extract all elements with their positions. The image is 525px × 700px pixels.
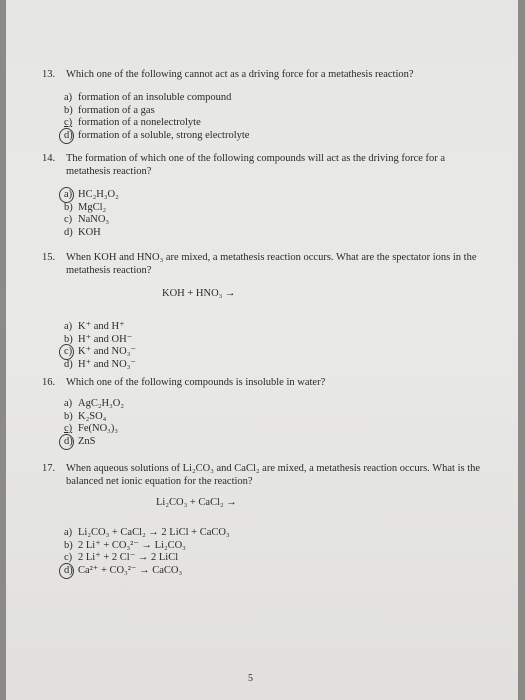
options-13 bbox=[64, 92, 249, 142]
option-17a: a) Li₂CO₃ + CaCl₂ → 2 LiCl + CaCO₃ bbox=[64, 527, 230, 538]
option-16a: a) AgC₂H₃O₂ bbox=[64, 398, 124, 409]
option-17b: b) 2 Li⁺ + CO₃²⁻ → Li₂CO₃ bbox=[64, 539, 186, 551]
question-number: 14. bbox=[42, 153, 56, 164]
option-15c: c) K⁺ and NO₃⁻ bbox=[64, 346, 136, 359]
options-15 bbox=[64, 321, 136, 371]
question-text: When KOH and HNO₃ are mixed, a metathesis reaction occurs. What are the spectator ions in the metathesis reaction? bbox=[66, 252, 477, 276]
question-number: 13. bbox=[42, 69, 56, 80]
option-15d: d) H⁺ and NO₃⁻ bbox=[64, 358, 136, 370]
question-text: The formation of which one of the following compounds will act as the driving force for a metathesis reaction? bbox=[66, 153, 446, 177]
question-number: 16. bbox=[42, 377, 56, 388]
option-15b: b) H⁺ and OH⁻ bbox=[64, 333, 133, 345]
option-13b: b) formation of a gas bbox=[64, 104, 155, 116]
option-13d: d) formation of a soluble, strong electrolyte bbox=[64, 130, 249, 143]
option-16d: d) ZnS bbox=[64, 436, 124, 449]
option-17d: d) Ca²⁺ + CO₃²⁻ → CaCO₃ bbox=[64, 565, 230, 578]
question-number: 15. bbox=[42, 252, 56, 263]
question-text: Which one of the following compounds is insoluble in water? bbox=[66, 377, 326, 388]
equation-15: KOH + HNO₃ → bbox=[162, 288, 236, 299]
page-number: 5 bbox=[248, 673, 253, 684]
question-text: Which one of the following cannot act as a driving force for a metathesis reaction? bbox=[66, 69, 414, 80]
option-16c: c) Fe(NO₃)₃ bbox=[64, 423, 118, 434]
option-13a: a) formation of an insoluble compound bbox=[64, 92, 232, 103]
options-17 bbox=[64, 527, 230, 577]
option-15a: a) K⁺ and H⁺ bbox=[64, 321, 125, 332]
equation-17: Li₂CO₃ + CaCl₂ → bbox=[156, 497, 237, 508]
option-13c: c) formation of a nonelectrolyte bbox=[64, 117, 201, 128]
option-14c: c) NaNO₃ bbox=[64, 214, 110, 225]
answer-circle bbox=[59, 563, 74, 579]
options-14 bbox=[64, 189, 119, 239]
answer-circle bbox=[59, 434, 74, 450]
answer-circle bbox=[59, 128, 74, 144]
question-number: 17. bbox=[42, 463, 56, 474]
option-16b: b) K₂SO₄ bbox=[64, 410, 107, 422]
option-14d: d) KOH bbox=[64, 226, 101, 238]
question-text: When aqueous solutions of Li₂CO₃ and CaCl₂ are mixed, a metathesis reaction occurs. What is the balanced net ionic equation for the reaction? bbox=[66, 463, 481, 487]
option-14a: a) HC₂H₃O₂ bbox=[64, 189, 119, 202]
options-16 bbox=[64, 398, 124, 448]
option-14b: b) MgCl₂ bbox=[64, 201, 107, 213]
option-17c: c) 2 Li⁺ + 2 Cl⁻ → 2 LiCl bbox=[64, 552, 179, 563]
worksheet-page bbox=[6, 0, 518, 700]
